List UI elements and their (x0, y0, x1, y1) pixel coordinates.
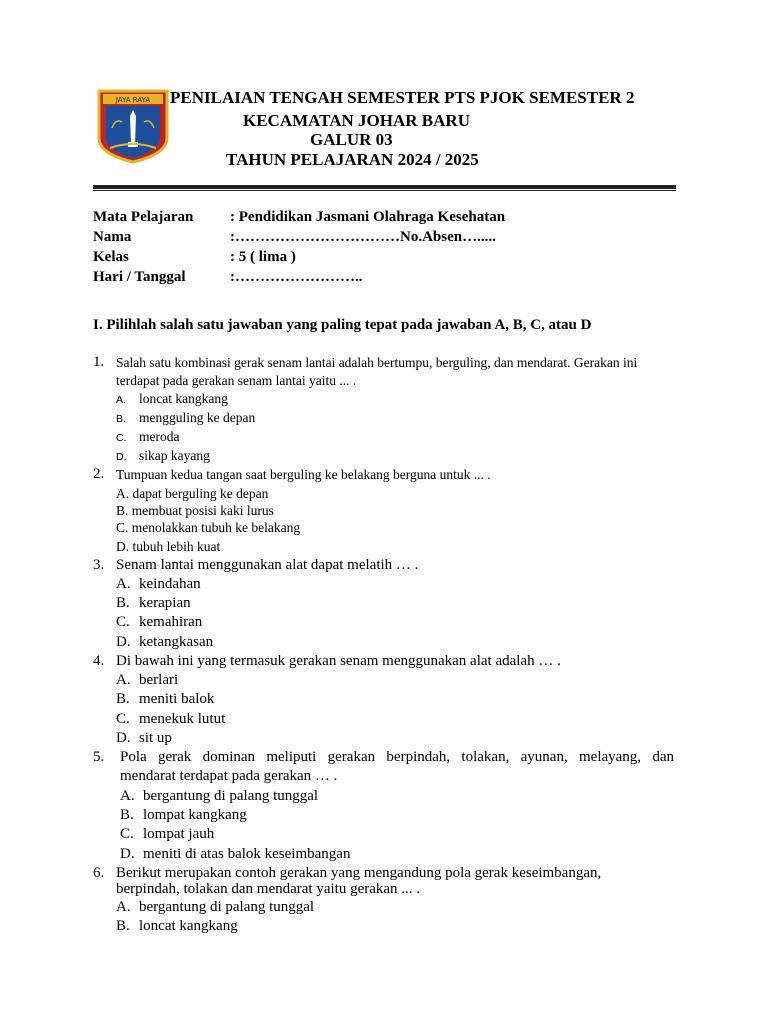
answer-option: A. dapat berguling ke depan (116, 486, 269, 501)
answer-option: B. kerapian (116, 595, 191, 611)
answer-option: B. lompat kangkang (120, 807, 247, 823)
academic-year: TAHUN PELAJARAN 2024 / 2025 (226, 150, 479, 169)
question-text: mendarat terdapat pada gerakan … . (120, 768, 338, 784)
answer-option: A. loncat kangkang (116, 391, 228, 406)
header-divider-thick (93, 185, 676, 189)
question-number: 1. (93, 354, 105, 370)
question-number: 3. (93, 557, 105, 573)
question-number: 2. (93, 466, 105, 482)
answer-option: D. tubuh lebih kuat (116, 539, 221, 554)
info-label: Mata Pelajaran (93, 209, 194, 225)
answer-option: C. menekuk lutut (116, 711, 226, 727)
info-label: Kelas (93, 249, 129, 265)
question-text: Berikut merupakan contoh gerakan yang mengandung pola gerak keseimbangan, (116, 865, 602, 881)
section-instructions: I. Pilihlah salah satu jawaban yang paling tepat pada jawaban A, B, C, atau D (93, 317, 592, 333)
question-text: Pola gerak dominan meliputi gerakan berpindah, tolakan, ayunan, melayang, dan (120, 749, 674, 765)
info-value: :……………………………No.Absen…..... (230, 229, 496, 245)
question-text: Tumpuan kedua tangan saat berguling ke belakang berguna untuk ... . (116, 467, 491, 482)
answer-option: B. membuat posisi kaki lurus (116, 503, 274, 518)
answer-option: A. bergantung di palang tunggal (120, 788, 319, 804)
info-row-name (93, 227, 505, 247)
answer-option: A. keindahan (116, 576, 201, 592)
answer-option: C. kemahiran (116, 614, 203, 630)
answer-option: D. ketangkasan (116, 634, 214, 650)
answer-option: B. mengguling ke depan (116, 410, 256, 425)
district-name: KECAMATAN JOHAR BARU (243, 111, 470, 130)
info-label: Hari / Tanggal (93, 269, 186, 285)
logo-text: JAYA RAYA (115, 96, 151, 104)
question-number: 6. (93, 865, 105, 881)
info-value: : 5 ( lima ) (230, 249, 296, 265)
exam-title: PENILAIAN TENGAH SEMESTER PTS PJOK SEMESTER 2 (170, 88, 635, 107)
info-label: Nama (93, 229, 132, 245)
info-row-class (93, 247, 505, 267)
question-text: terdapat pada gerakan senam lantai yaitu ... . (116, 373, 357, 388)
answer-option: C. menolakkan tubuh ke belakang (116, 520, 301, 535)
answer-option: D. meniti di atas balok keseimbangan (120, 846, 351, 862)
question-text: berpindah, tolakan dan mendarat yaitu gerakan ... . (116, 881, 421, 897)
answer-option: B. meniti balok (116, 691, 215, 707)
answer-option: D. sikap kayang (116, 448, 210, 463)
question-number: 4. (93, 653, 105, 669)
answer-option: C. lompat jauh (120, 826, 215, 842)
question-text: Senam lantai menggunakan alat dapat melatih … . (116, 557, 419, 573)
info-value: : Pendidikan Jasmani Olahraga Kesehatan (230, 209, 506, 225)
answer-option: C. meroda (116, 429, 180, 444)
answer-option: A. bergantung di palang tunggal (116, 899, 315, 915)
info-row-date (93, 267, 505, 287)
school-name: GALUR 03 (310, 130, 393, 149)
answer-option: D. sit up (116, 730, 172, 746)
info-value: :…………………….. (230, 269, 363, 285)
question-text: Di bawah ini yang termasuk gerakan senam menggunakan alat adalah … . (116, 653, 561, 669)
question-number: 5. (93, 749, 105, 765)
header-divider-thin (93, 190, 676, 191)
question-text: Salah satu kombinasi gerak senam lantai adalah bertumpu, berguling, dan mendarat. Gerakan ini (116, 355, 638, 370)
info-row-subject (93, 207, 505, 227)
answer-option: B. loncat kangkang (116, 918, 238, 934)
jakarta-emblem-logo (96, 88, 170, 164)
student-info-block (93, 207, 505, 287)
answer-option: A. berlari (116, 672, 179, 688)
